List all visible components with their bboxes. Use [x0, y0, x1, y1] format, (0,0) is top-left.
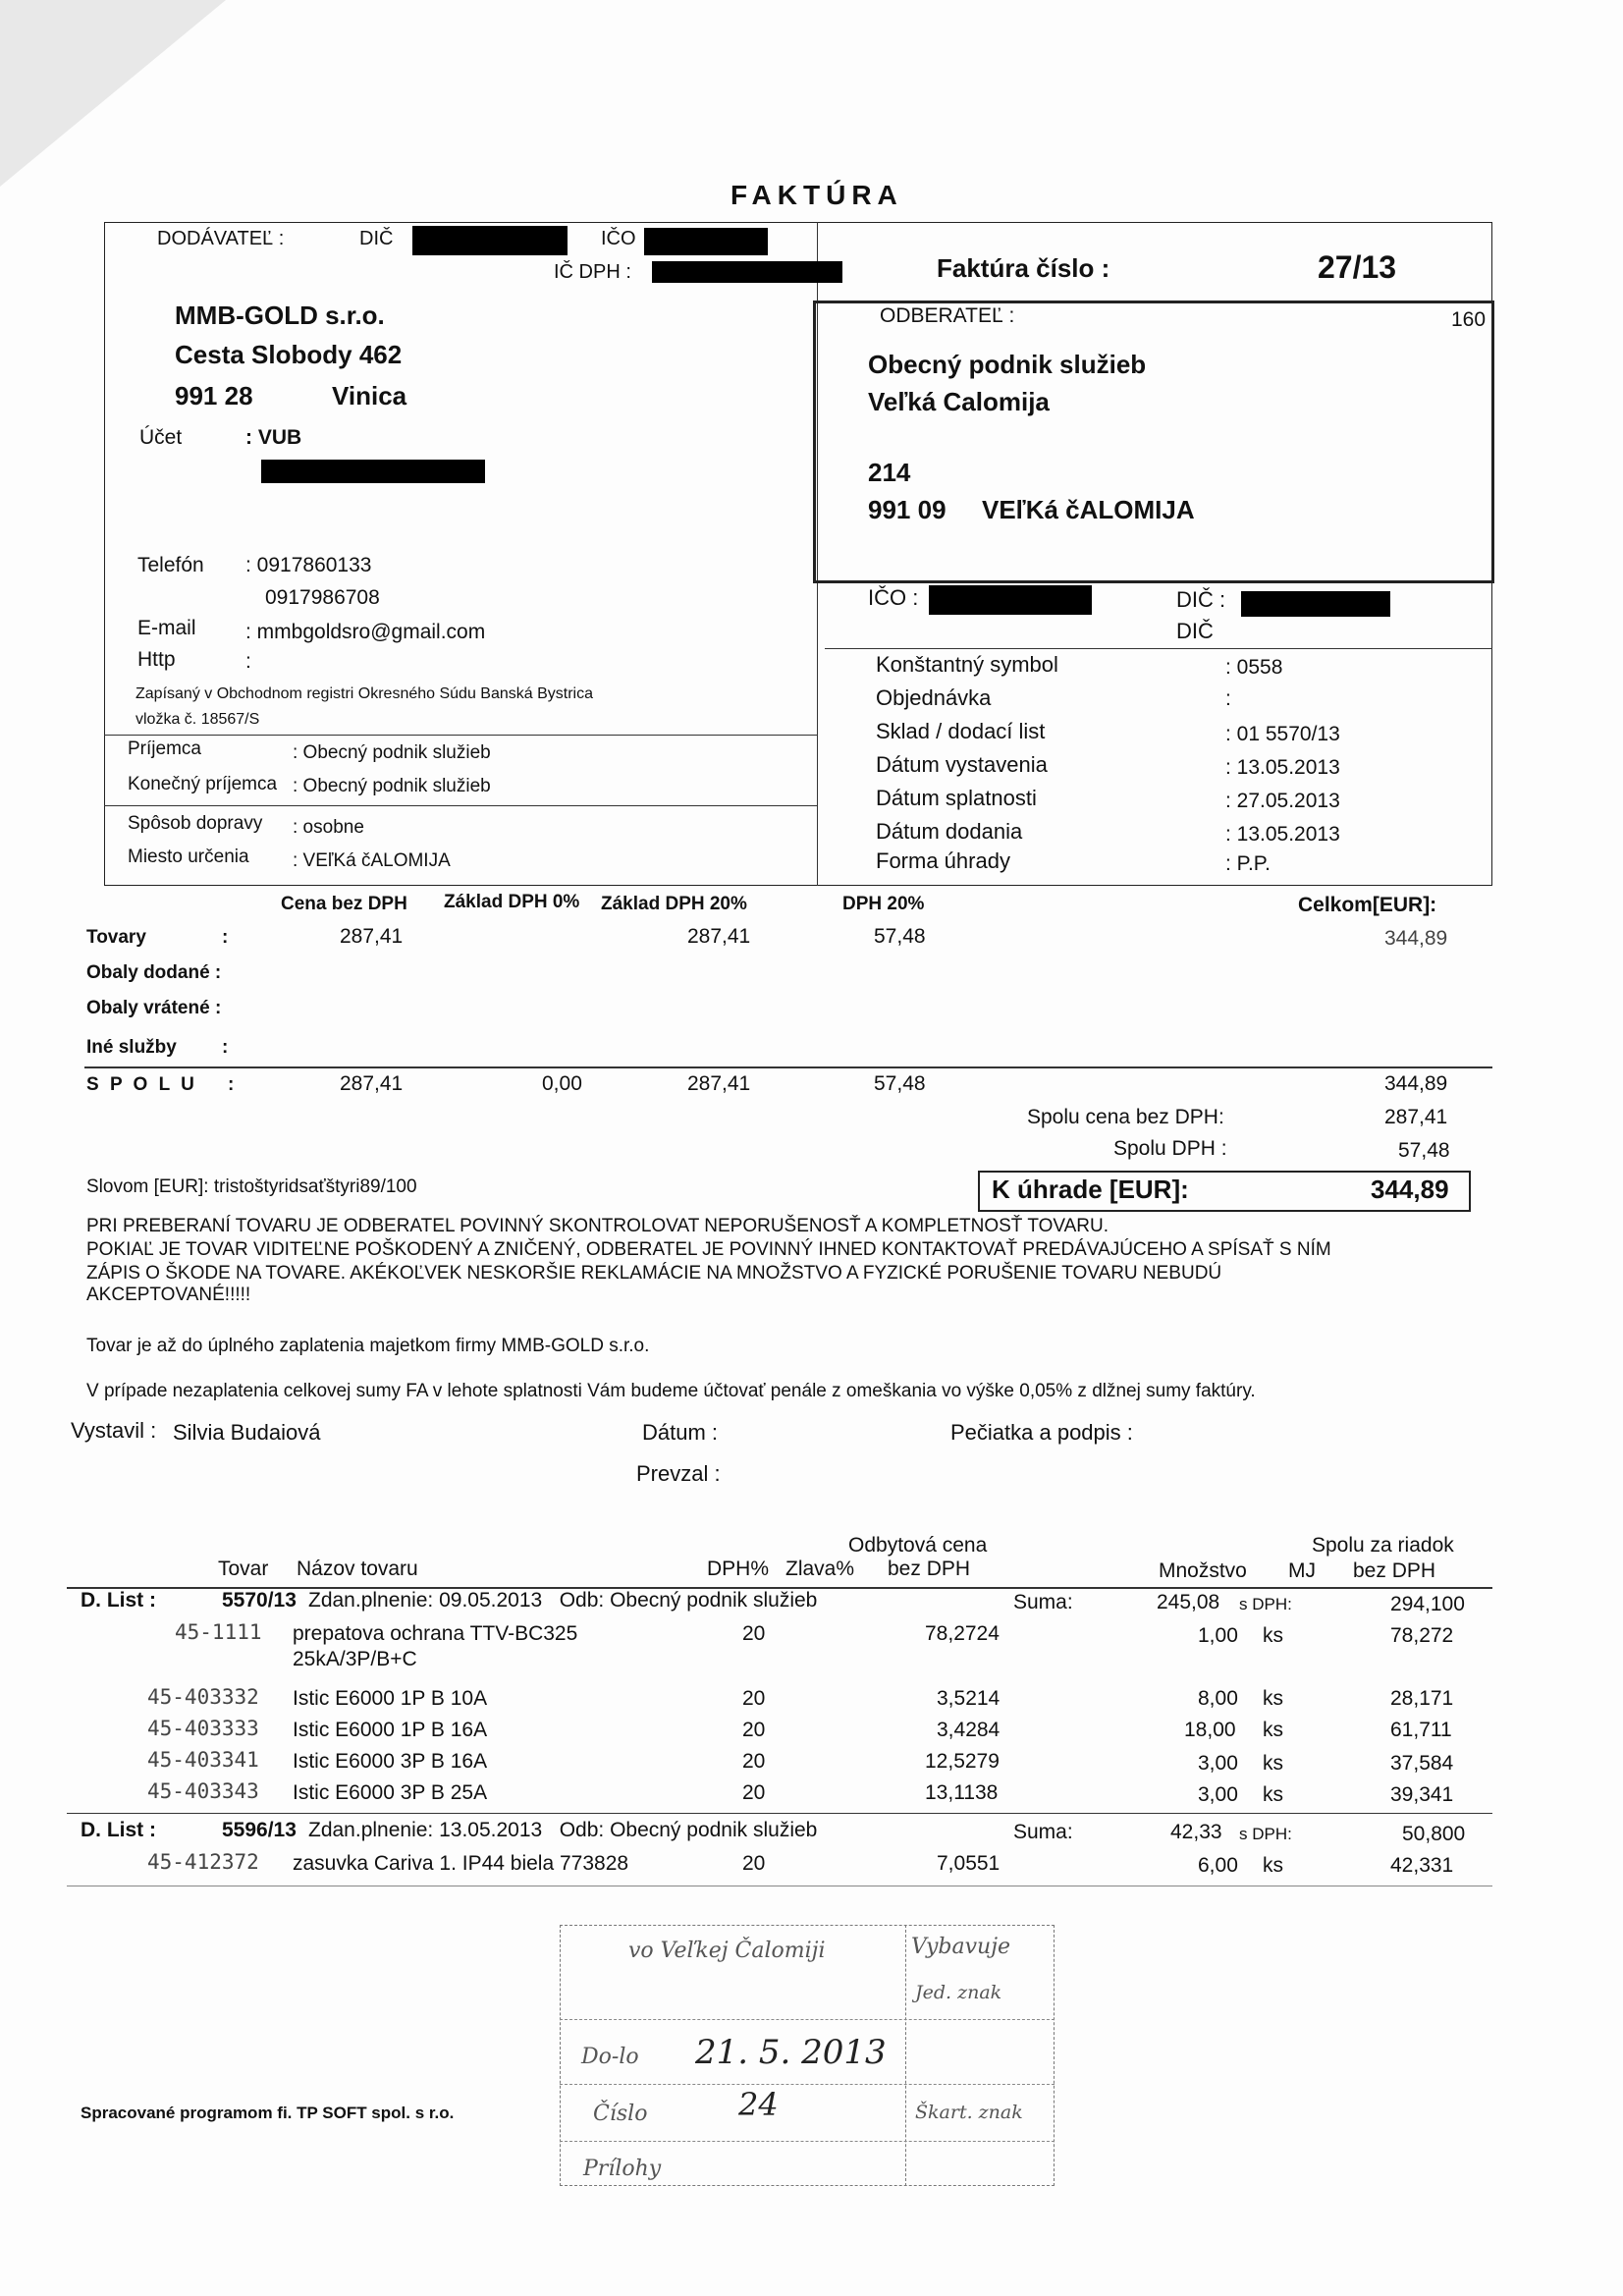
item-qty: 8,00 [1198, 1687, 1238, 1710]
detail-value: : 13.05.2013 [1225, 756, 1340, 779]
customer-box [813, 301, 1494, 583]
summary-row-colon: : [222, 927, 229, 948]
summary-header: Cena bez DPH [281, 894, 407, 914]
item-qty: 6,00 [1198, 1854, 1238, 1877]
warning-line: POKIAĽ JE TOVAR VIDITEĽNE POŠKODENÝ A ZNIČENÝ, ODBERATEL JE POVINNÝ IHNED KONTAKTOVAŤ PREDÁVAJÚCEHO A SPÍSAŤ S NÍM [86, 1239, 1331, 1260]
destination-value: : VEľKá čALOMIJA [293, 850, 451, 871]
spolu-total: 344,89 [1384, 1072, 1448, 1095]
account-bank: : VUB [245, 426, 302, 449]
stamp-vybavuje: Vybavuje [911, 1935, 1011, 1959]
supplier-ico-label: IČO [601, 228, 636, 249]
spolu-z20: 287,41 [687, 1072, 751, 1095]
http-label: Http [137, 648, 176, 671]
supplier-city: Vinica [332, 381, 407, 410]
customer-name-2: Veľká Calomija [868, 387, 1050, 416]
customer-street: 214 [868, 458, 911, 487]
phone-2: 0917986708 [265, 586, 380, 609]
spolu-bez-dph: 287,41 [1384, 1106, 1448, 1128]
spolu-dph-label: Spolu DPH : [1113, 1137, 1227, 1160]
items-header: bez DPH [888, 1558, 971, 1580]
item-dph: 20 [742, 1622, 766, 1645]
stamp-cislo-label: Číslo [593, 2102, 648, 2126]
phone-label: Telefón [137, 554, 204, 576]
destination-label: Miesto určenia [128, 847, 249, 867]
detail-label: Dátum dodania [876, 819, 1023, 844]
delivery-note-suma-label: Suma: [1013, 1591, 1073, 1613]
supplier-street: Cesta Slobody 462 [175, 340, 403, 369]
email-value: : mmbgoldsro@gmail.com [245, 621, 486, 643]
item-name-2: 25kA/3P/B+C [293, 1648, 417, 1670]
item-dph: 20 [742, 1852, 766, 1875]
spolu-cena: 287,41 [340, 1072, 404, 1095]
item-price: 12,5279 [925, 1750, 1000, 1773]
items-header: Množstvo [1159, 1559, 1247, 1582]
detail-label: Objednávka [876, 685, 992, 710]
delivery-note-sdph: 50,800 [1402, 1823, 1466, 1845]
item-code: 45-403333 [147, 1717, 259, 1740]
stamp-jed-znak: Jed. znak [915, 1982, 1002, 2003]
final-recipient-value: : Obecný podnik služieb [293, 776, 491, 796]
customer-label: ODBERATEĽ : [880, 304, 1015, 327]
items-header: Zlava% [785, 1558, 855, 1580]
summary-divider [84, 1066, 1492, 1068]
item-total: 61,711 [1390, 1719, 1452, 1741]
summary-header: Celkom[EUR]: [1298, 894, 1437, 916]
supplier-dic-label: DIČ [359, 228, 394, 249]
transport-value: : osobne [293, 817, 364, 838]
stamp-divider [560, 2084, 1055, 2085]
spolu-label: S P O L U [86, 1074, 197, 1095]
summary-header: Základ DPH 0% [444, 892, 580, 912]
stamp-signature-label: Pečiatka a podpis : [950, 1420, 1133, 1445]
final-recipient-label: Konečný príjemca [128, 774, 278, 794]
item-name: Istic E6000 3P B 16A [293, 1750, 488, 1773]
issued-by: Silvia Budaiová [173, 1420, 321, 1445]
summary-row-label: Obaly vrátené : [86, 998, 222, 1018]
summary-row-label: Tovary [86, 927, 146, 948]
detail-label: Konštantný symbol [876, 652, 1058, 677]
item-name: prepatova ochrana TTV-BC325 [293, 1622, 578, 1645]
warning-line: AKCEPTOVANÉ!!!!! [86, 1285, 251, 1305]
item-total: 37,584 [1390, 1752, 1454, 1775]
summary-row-label: Iné služby [86, 1037, 177, 1058]
item-qty: 1,00 [1198, 1624, 1238, 1647]
items-header: MJ [1288, 1559, 1316, 1582]
detail-value: : 27.05.2013 [1225, 790, 1340, 812]
customer-city: VEľKá čALOMIJA [982, 495, 1195, 524]
warning-line: PRI PREBERANÍ TOVARU JE ODBERATEL POVINNÝ SKONTROLOVAT NEPORUŠENOSŤ A KOMPLETNOSŤ TOVARU. [86, 1216, 1109, 1236]
summary-row-label: Obaly dodané : [86, 962, 222, 983]
redacted-customer-ico [929, 585, 1092, 615]
footer-software: Spracované programom fi. TP SOFT spol. s r.o. [81, 2104, 455, 2122]
item-code: 45-412372 [147, 1850, 259, 1874]
transport-label: Spôsob dopravy [128, 813, 263, 834]
spolu-colon: : [228, 1074, 235, 1095]
detail-value: : 01 5570/13 [1225, 723, 1340, 745]
scan-fold-corner [0, 0, 226, 187]
detail-value: : 0558 [1225, 656, 1283, 679]
item-mj: ks [1263, 1854, 1283, 1877]
ownership-note: Tovar je až do úplného zaplatenia majetkom firmy MMB-GOLD s.r.o. [86, 1336, 650, 1356]
customer-name-1: Obecný podnik služieb [868, 350, 1147, 379]
delivery-note-label: D. List : [81, 1589, 156, 1612]
stamp-skart-znak: Škart. znak [915, 2102, 1023, 2123]
delivery-note-sdph-label: s DPH: [1239, 1825, 1292, 1843]
stamp-place: vo Veľkej Čalomiji [628, 1939, 826, 1963]
items-header: Odbytová cena [848, 1534, 988, 1557]
item-name: zasuvka Cariva 1. IP44 biela 773828 [293, 1852, 629, 1875]
item-name: Istic E6000 1P B 16A [293, 1719, 488, 1741]
k-uhrade-label: K úhrade [EUR]: [992, 1175, 1189, 1204]
recipient-value: : Obecný podnik služieb [293, 742, 491, 763]
detail-value: : P.P. [1225, 852, 1271, 875]
delivery-note-label: D. List : [81, 1819, 156, 1841]
stamp-divider [905, 1925, 906, 2186]
item-dph: 20 [742, 1750, 766, 1773]
k-uhrade-value: 344,89 [1371, 1175, 1449, 1204]
supplier-name: MMB-GOLD s.r.o. [175, 301, 385, 330]
delivery-note-number: 5570/13 [222, 1589, 297, 1612]
detail-label: Dátum splatnosti [876, 786, 1037, 810]
summary-cena: 287,41 [340, 925, 404, 948]
received-label: Prevzal : [636, 1461, 721, 1486]
stamp-divider [560, 2141, 1055, 2142]
item-total: 28,171 [1390, 1687, 1454, 1710]
spolu-dph: 57,48 [874, 1072, 926, 1095]
detail-label: Forma úhrady [876, 848, 1010, 873]
item-price: 78,2724 [925, 1622, 1000, 1645]
stamp-divider [560, 2019, 1055, 2020]
delivery-note-suma-label: Suma: [1013, 1821, 1073, 1843]
item-total: 39,341 [1390, 1783, 1454, 1806]
item-mj: ks [1263, 1624, 1283, 1647]
customer-ico-label: IČO : [868, 585, 919, 610]
penalty-note: V prípade nezaplatenia celkovej sumy FA v lehote splatnosti Vám budeme účtovať penále z omeškania vo výške 0,05% z dlžnej sumy faktúry. [86, 1381, 1256, 1401]
redacted-customer-dic [1241, 591, 1390, 617]
register-line-2: vložka č. 18567/S [135, 711, 260, 728]
stamp-dolo-label: Do-lo [581, 2045, 639, 2069]
corner-code: 160 [1451, 308, 1487, 331]
detail-value: : 13.05.2013 [1225, 823, 1340, 846]
detail-label: Dátum vystavenia [876, 752, 1048, 777]
item-dph: 20 [742, 1719, 766, 1741]
account-label: Účet [139, 426, 183, 449]
http-value: : [245, 650, 251, 673]
item-total: 42,331 [1390, 1854, 1454, 1877]
redacted-icdph [652, 261, 842, 283]
delivery-note-suma: 42,33 [1170, 1821, 1222, 1843]
item-code: 45-403341 [147, 1748, 259, 1772]
item-price: 3,4284 [937, 1719, 1001, 1741]
stamp-date: 21. 5. 2013 [695, 2033, 887, 2072]
item-qty: 3,00 [1198, 1783, 1238, 1806]
group-divider [67, 1813, 1492, 1814]
item-dph: 20 [742, 1781, 766, 1804]
items-header: Názov tovaru [297, 1558, 418, 1580]
spolu-bez-dph-label: Spolu cena bez DPH: [1027, 1106, 1224, 1128]
spolu-dph-value: 57,48 [1398, 1139, 1450, 1162]
date-label: Dátum : [642, 1420, 719, 1445]
stamp-prilohy: Prílohy [583, 2157, 662, 2181]
divider [104, 805, 817, 806]
invoice-number-label: Faktúra číslo : [937, 253, 1110, 283]
item-price: 3,5214 [937, 1687, 1001, 1710]
redacted-ico [644, 228, 768, 255]
supplier-label: DODÁVATEĽ : [157, 228, 285, 249]
delivery-note-info: Zdan.plnenie: 13.05.2013 Odb: Obecný podnik služieb [308, 1819, 818, 1841]
summary-dph: 57,48 [874, 925, 926, 948]
detail-value: : [1225, 687, 1231, 710]
invoice-title: FAKTÚRA [730, 180, 903, 210]
item-mj: ks [1263, 1752, 1283, 1775]
items-header: bez DPH [1353, 1559, 1436, 1582]
items-header: DPH% [707, 1558, 770, 1580]
item-qty: 3,00 [1198, 1752, 1238, 1775]
summary-header: DPH 20% [842, 894, 925, 914]
redacted-account [261, 460, 485, 483]
item-mj: ks [1263, 1719, 1283, 1741]
item-price: 13,1138 [925, 1781, 999, 1804]
invoice-number: 27/13 [1318, 249, 1397, 285]
item-name: Istic E6000 3P B 25A [293, 1781, 488, 1804]
summary-header: Základ DPH 20% [601, 894, 747, 914]
recipient-label: Príjemca [128, 738, 201, 759]
supplier-zip: 991 28 [175, 381, 253, 410]
delivery-note-suma: 245,08 [1157, 1591, 1220, 1613]
amount-in-words: Slovom [EUR]: tristoštyridsaťštyri89/100 [86, 1176, 417, 1197]
item-mj: ks [1263, 1783, 1283, 1806]
summary-z20: 287,41 [687, 925, 751, 948]
item-dph: 20 [742, 1687, 766, 1710]
item-code: 45-1111 [175, 1620, 262, 1644]
delivery-note-sdph: 294,100 [1390, 1593, 1465, 1615]
item-code: 45-403332 [147, 1685, 259, 1709]
summary-total: 344,89 [1384, 927, 1448, 950]
supplier-icdph-label: IČ DPH : [554, 261, 631, 283]
warning-line: ZÁPIS O ŠKODE NA TOVARE. AKÉKOĽVEK NESKORŠIE REKLAMÁCIE NA MNOŽSTVO A FYZICKÉ PORUŠENIE TOVARU NEBUDÚ [86, 1263, 1222, 1284]
spolu-z0: 0,00 [542, 1072, 582, 1095]
item-price: 7,0551 [937, 1852, 1001, 1875]
delivery-note-sdph-label: s DPH: [1239, 1595, 1292, 1613]
issued-label: Vystavil : [71, 1418, 157, 1443]
summary-row-colon: : [222, 1037, 229, 1058]
customer-dic-label: DIČ : [1176, 587, 1226, 612]
phone-1: : 0917860133 [245, 554, 372, 576]
divider [104, 735, 817, 736]
stamp-cislo: 24 [738, 2086, 779, 2123]
register-line-1: Zapísaný v Obchodnom registri Okresného Súdu Banská Bystrica [135, 685, 593, 702]
email-label: E-mail [137, 617, 196, 639]
item-name: Istic E6000 1P B 10A [293, 1687, 488, 1710]
item-total: 78,272 [1390, 1624, 1454, 1647]
delivery-note-number: 5596/13 [222, 1819, 297, 1841]
items-header: Spolu za riadok [1312, 1534, 1454, 1557]
items-header: Tovar [218, 1558, 269, 1580]
customer-dic-label-2: DIČ [1176, 619, 1214, 643]
item-mj: ks [1263, 1687, 1283, 1710]
divider [825, 648, 1492, 649]
item-qty: 18,00 [1184, 1719, 1236, 1741]
detail-label: Sklad / dodací list [876, 719, 1046, 743]
redacted-dic [412, 226, 568, 255]
customer-zip: 991 09 [868, 495, 947, 524]
delivery-note-info: Zdan.plnenie: 09.05.2013 Odb: Obecný podnik služieb [308, 1589, 818, 1612]
item-code: 45-403343 [147, 1779, 259, 1803]
